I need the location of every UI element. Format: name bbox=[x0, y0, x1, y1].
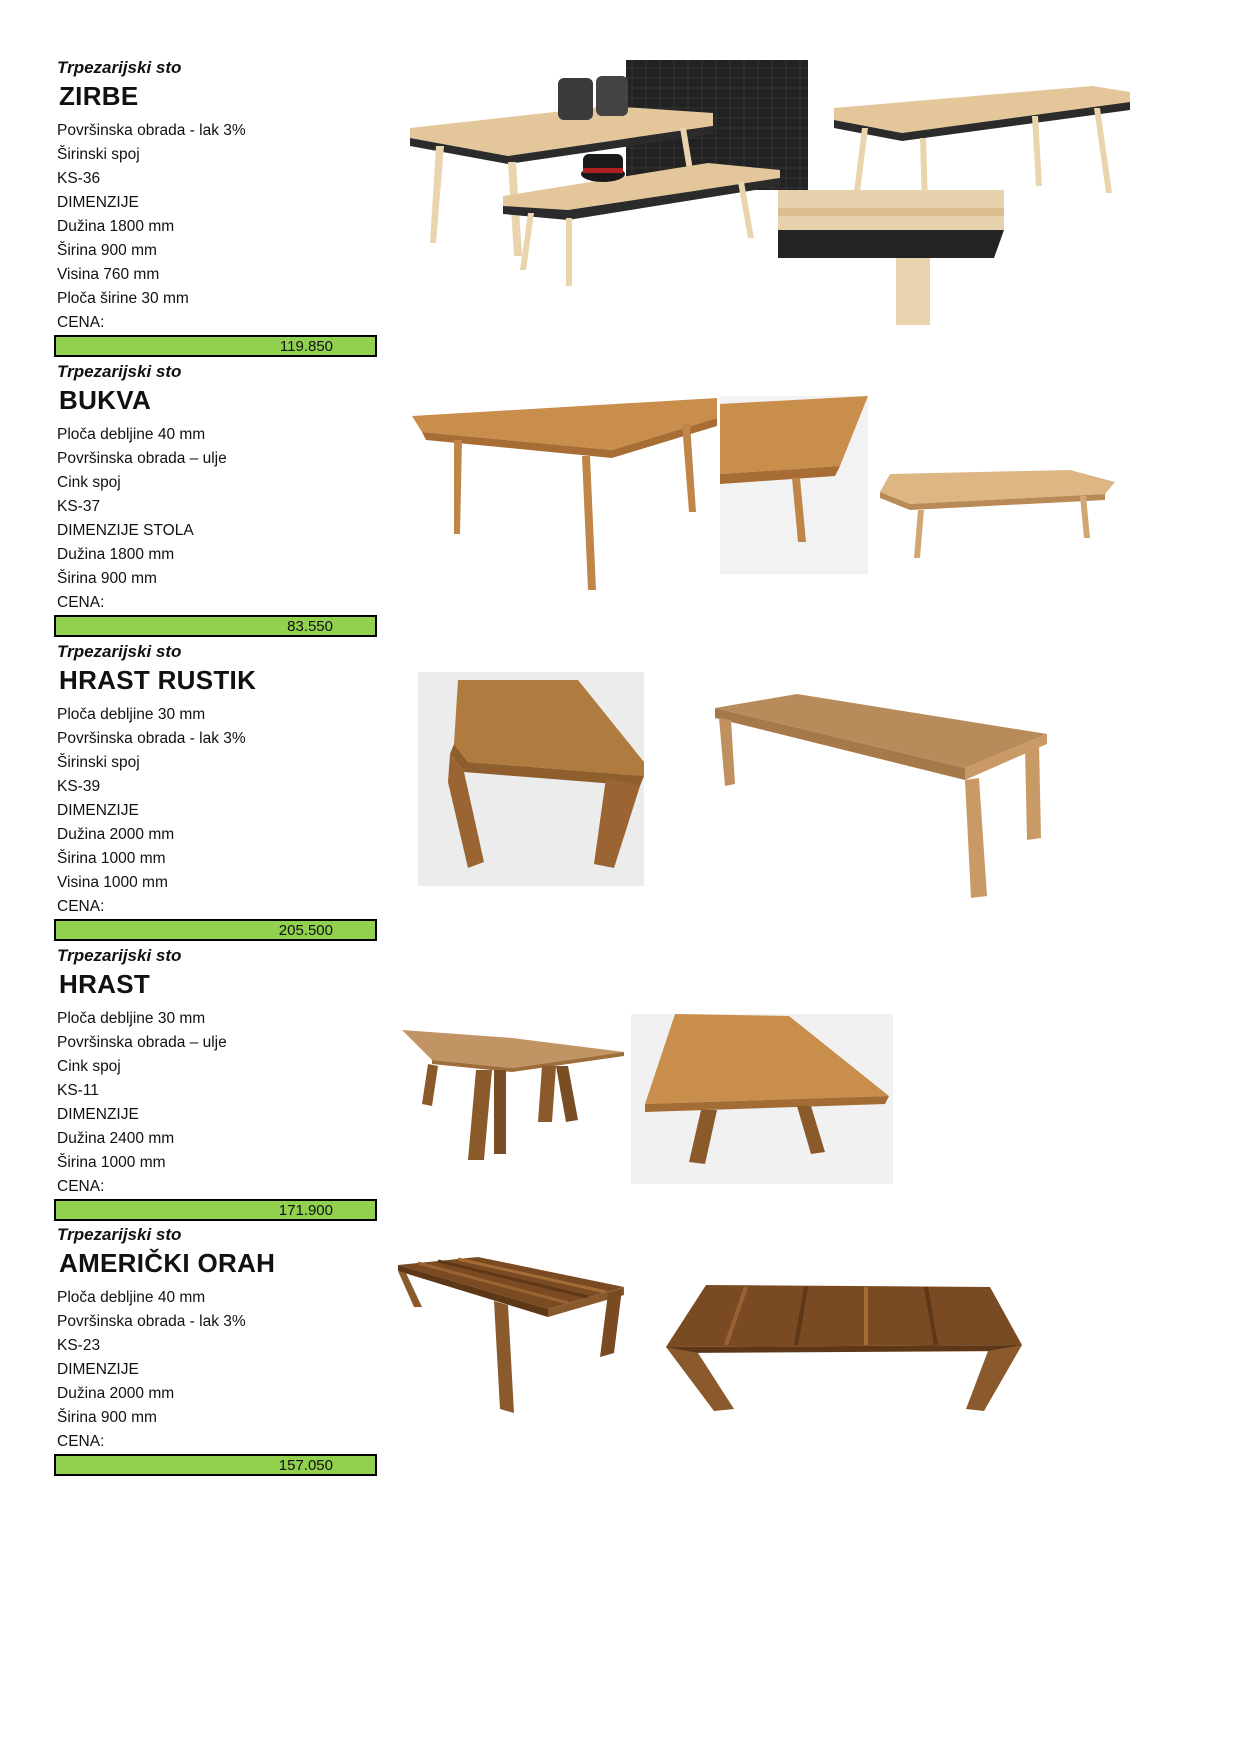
price-bar bbox=[54, 919, 377, 941]
spec-item: Širinski spoj bbox=[57, 146, 140, 163]
product-category: Trpezarijski sto bbox=[57, 1225, 182, 1244]
price-value: 171.900 bbox=[278, 1202, 333, 1219]
spec-list bbox=[57, 1286, 246, 1454]
spec-list bbox=[57, 423, 227, 615]
spec-item: KS-23 bbox=[57, 1337, 101, 1354]
product-photo bbox=[398, 1257, 626, 1417]
product-photo bbox=[720, 396, 868, 574]
spec-item: Dužina 1800 mm bbox=[57, 218, 175, 235]
spec-item: Širina 900 mm bbox=[57, 570, 157, 587]
price-bar bbox=[54, 615, 377, 637]
price-value: 157.050 bbox=[278, 1457, 333, 1474]
spec-item: DIMENZIJE bbox=[57, 1106, 139, 1123]
spec-item: CENA: bbox=[57, 314, 105, 331]
product-photo-set bbox=[408, 58, 808, 323]
orah-angle-photo bbox=[398, 1257, 626, 1417]
product-photo bbox=[418, 672, 644, 886]
product-name: HRAST RUSTIK bbox=[59, 665, 257, 695]
spec-item: Ploča širine 30 mm bbox=[57, 290, 189, 307]
hrast-angle-photo bbox=[631, 1014, 893, 1184]
price-value: 83.550 bbox=[287, 618, 333, 635]
bukva-side-photo bbox=[880, 460, 1120, 570]
spec-item: Širina 1000 mm bbox=[57, 1154, 166, 1171]
orah-front-photo bbox=[666, 1285, 1024, 1413]
spec-item: Visina 760 mm bbox=[57, 266, 160, 283]
spec-item: DIMENZIJE bbox=[57, 194, 139, 211]
product-photo bbox=[715, 694, 1047, 900]
product-category: Trpezarijski sto bbox=[57, 946, 182, 965]
spec-item: Ploča debljine 40 mm bbox=[57, 426, 206, 443]
spec-item: Površinska obrada - lak 3% bbox=[57, 730, 246, 747]
spec-item: Površinska obrada - lak 3% bbox=[57, 122, 246, 139]
spec-item: Dužina 2000 mm bbox=[57, 826, 175, 843]
product-photo bbox=[412, 394, 720, 594]
hrast-side-photo bbox=[402, 1030, 626, 1166]
hrast-rustik-side-photo bbox=[715, 694, 1047, 900]
price-bar bbox=[54, 1454, 377, 1476]
spec-item: CENA: bbox=[57, 594, 105, 611]
price-bar bbox=[54, 335, 377, 357]
spec-item: Širinski spoj bbox=[57, 754, 140, 771]
spec-item: Širina 900 mm bbox=[57, 242, 157, 259]
spec-item: Površinska obrada – ulje bbox=[57, 450, 227, 467]
spec-item: DIMENZIJE bbox=[57, 802, 139, 819]
spec-list bbox=[57, 703, 246, 919]
product-category: Trpezarijski sto bbox=[57, 58, 182, 77]
spec-item: KS-11 bbox=[57, 1082, 99, 1099]
spec-item: CENA: bbox=[57, 1433, 105, 1450]
spec-item: Cink spoj bbox=[57, 1058, 121, 1075]
spec-item: Dužina 2000 mm bbox=[57, 1385, 175, 1402]
spec-item: Površinska obrada – ulje bbox=[57, 1034, 227, 1051]
edge-closeup-photo bbox=[778, 190, 1004, 325]
product-photo bbox=[402, 1030, 626, 1166]
spec-list bbox=[57, 1007, 227, 1199]
bukva-table-photo bbox=[412, 394, 720, 594]
product-category: Trpezarijski sto bbox=[57, 362, 182, 381]
spec-item: KS-37 bbox=[57, 498, 101, 515]
spec-item: Cink spoj bbox=[57, 474, 121, 491]
edge-detail-photo bbox=[778, 190, 1004, 325]
spec-item: DIMENZIJE STOLA bbox=[57, 522, 194, 539]
spec-item: Ploča debljine 30 mm bbox=[57, 1010, 206, 1027]
bukva-corner-photo bbox=[720, 396, 868, 574]
price-value: 205.500 bbox=[278, 922, 333, 939]
spec-item: DIMENZIJE bbox=[57, 1361, 139, 1378]
spec-item: Dužina 1800 mm bbox=[57, 546, 175, 563]
spec-item: KS-39 bbox=[57, 778, 101, 795]
spec-item: KS-36 bbox=[57, 170, 101, 187]
spec-item: Širina 1000 mm bbox=[57, 850, 166, 867]
hrast-rustik-angle-photo bbox=[418, 672, 644, 886]
spec-item: Visina 1000 mm bbox=[57, 874, 168, 891]
spec-item: Širina 900 mm bbox=[57, 1409, 157, 1426]
product-category: Trpezarijski sto bbox=[57, 642, 182, 661]
product-name: HRAST bbox=[59, 969, 151, 999]
spec-item: CENA: bbox=[57, 898, 105, 915]
price-bar bbox=[54, 1199, 377, 1221]
product-name: AMERIČKI ORAH bbox=[59, 1248, 276, 1278]
spec-list bbox=[57, 119, 246, 335]
table-and-bench-photo bbox=[408, 58, 808, 323]
spec-item: Ploča debljine 40 mm bbox=[57, 1289, 206, 1306]
product-photo bbox=[666, 1285, 1024, 1413]
product-photo bbox=[880, 460, 1120, 570]
spec-item: Dužina 2400 mm bbox=[57, 1130, 175, 1147]
spec-item: Ploča debljine 30 mm bbox=[57, 706, 206, 723]
spec-item: CENA: bbox=[57, 1178, 105, 1195]
product-name: BUKVA bbox=[59, 385, 152, 415]
product-name: ZIRBE bbox=[59, 81, 139, 111]
product-photo bbox=[631, 1014, 893, 1184]
spec-item: Površinska obrada - lak 3% bbox=[57, 1313, 246, 1330]
price-value: 119.850 bbox=[279, 338, 333, 355]
